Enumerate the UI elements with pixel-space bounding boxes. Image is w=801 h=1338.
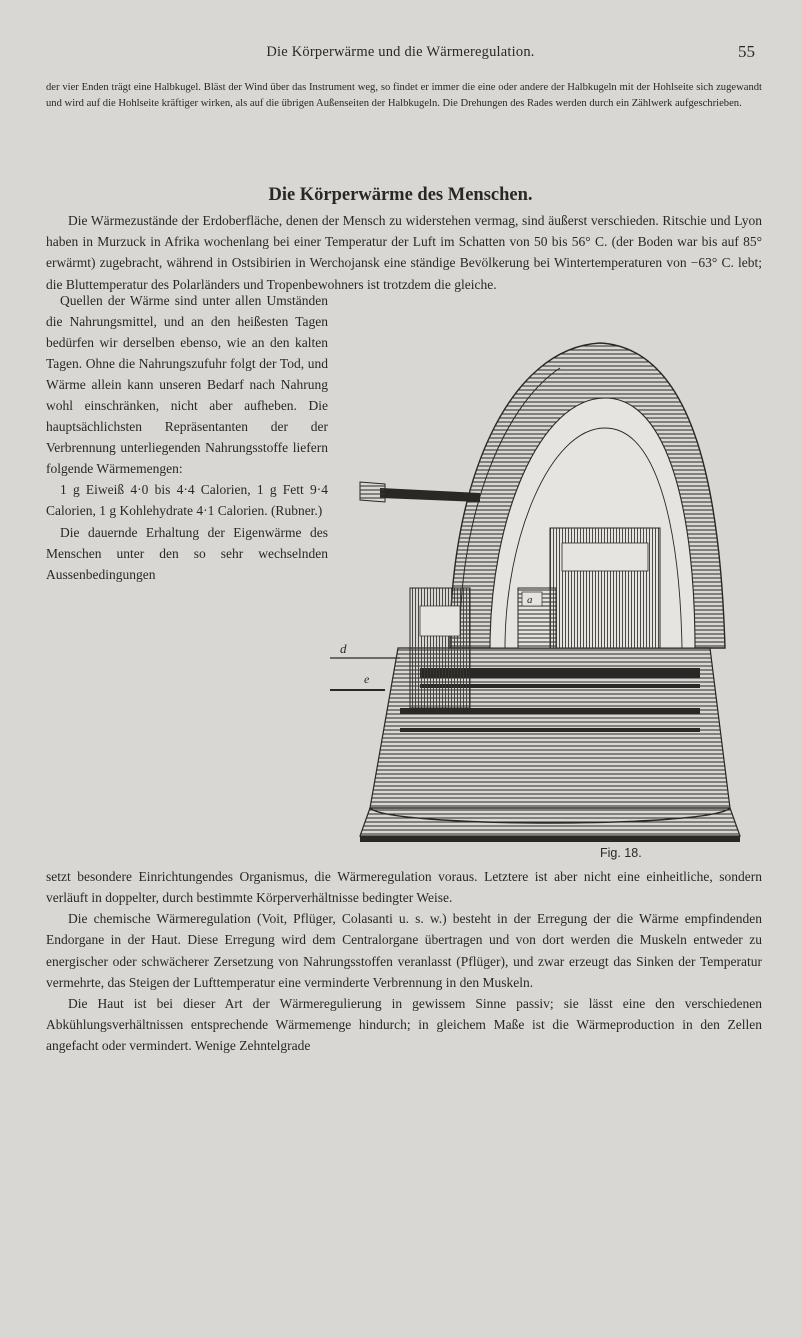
text-column-left-of-figure <box>46 290 328 585</box>
figure-label-e: e <box>364 672 370 686</box>
body-heat-paragraph-start: Die dauernde Erhaltung der Eigenwärme des Menschen unter den so sehr wechselnden Aussenbedingungen <box>46 524 328 582</box>
page-number: 55 <box>738 42 755 61</box>
intro-paragraph <box>46 210 762 295</box>
chemical-regulation-paragraph: Die chemische Wärmeregulation (Voit, Pflüger, Colasanti u. s. w.) besteht in der Erregung der die Wärme empfindenden Endorgane in der Haut. Diese Erregung wird dem Centralorgane übertragen und von dort werden die Muskeln entweder zu energischer oder schwächerer Zersetzung von Nahrungsstoffen veranlasst (Pflüger), und zwar erzeugt das Sinken der Temperatur vermehrte, das Steigen der Lufttemperatur eine verminderte Verbrennung in den Muskeln. <box>46 911 762 990</box>
apparatus-engraving <box>330 288 770 868</box>
continued-text <box>46 866 762 1056</box>
skin-paragraph: Die Haut ist bei dieser Art der Wärmeregulierung in gewissem Sinne passiv; sie lässt eine den verschiedenen Abkühlungsverhältnissen entsprechende Wärmemenge hindurch; in gleichem Maße ist die Wärmeproduction in den Zellen angefacht oder vermindert. Wenige Zehntelgrade <box>46 995 762 1054</box>
figure-apparatus-illustration <box>330 288 770 868</box>
calorie-values-paragraph: 1 g Eiweiß 4·0 bis 4·4 Calorien, 1 g Fett 9·4 Calorien, 1 g Kohlehydrate 4·1 Calorien. (Rubner.) <box>46 482 328 519</box>
figure-label-d: d <box>340 641 347 656</box>
figure-label-a: a <box>527 594 533 606</box>
running-head: Die Körperwärme und die Wärmeregulation. <box>266 44 535 60</box>
sources-of-heat-paragraph: Quellen der Wärme sind unter allen Umständen die Nahrungsmittel, und an den heißesten Tagen bedürfen wir derselben ebenso, wie an den kalten Tagen. Ohne die Nahrungszufuhr folgt der Tod, und Wärme allein kann unseren Bedarf nach Nahrung wohl einschränken, nicht aber aufheben. Die hauptsächlichsten Repräsentanten der der Verbrennung unterliegenden Nahrungsstoffe liefern folgende Wärmemengen: <box>46 293 328 477</box>
section-title: Die Körperwärme des Menschen. <box>268 185 533 205</box>
regulation-sentence: setzt besondere Einrichtungendes Organismus, die Wärmeregulation voraus. Letztere ist aber nicht eine einheitliche, sondern verläuft in doppelter, durch bestimmte Körperverhältnisse bedingter Weise. <box>46 869 762 906</box>
intro-text: Die Wärmezustände der Erdoberfläche, denen der Mensch zu widerstehen vermag, sind äußerst verschieden. Ritschie und Lyon haben in Murzuck in Afrika wochenlang bei einer Temperatur der Luft im Schatten von 50 bis 56° C. (der Boden war bis auf 85° erwärmt) zugebracht, während in Ostsibirien in Werchojansk eine ständige Bevölkerung bei Wintertemperaturen von −63° C. lebt; die Bluttemperatur des Polarländers und Tropenbewohners ist trotzdem die gleiche. <box>46 213 762 292</box>
small-print-paragraph: der vier Enden trägt eine Halbkugel. Bläst der Wind über das Instrument weg, so findet er immer die eine oder andere der Halbkugeln mit der Hohlseite sich zugewandt und wird auf die Hohlseite kräftiger wirken, als auf die übrigen Außenseiten der Halbkugeln. Die Drehungen des Rades werden durch ein Zählwerk aufgeschrieben. <box>46 82 762 110</box>
figure-caption: Fig. 18. <box>600 846 642 860</box>
